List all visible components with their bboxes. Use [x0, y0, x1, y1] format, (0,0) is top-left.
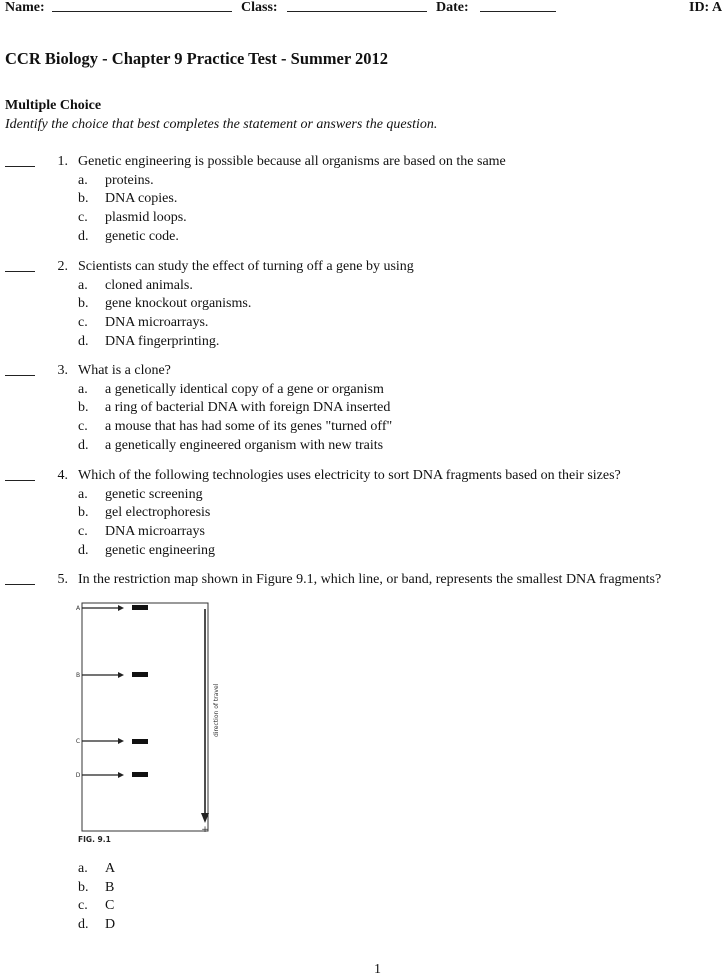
lane-label-c: C: [75, 738, 81, 745]
choice-c: [78, 897, 114, 916]
choice-letter: d.: [78, 542, 89, 558]
choice-letter: b.: [78, 879, 89, 895]
choice-text: DNA microarrays.: [105, 315, 209, 331]
choice-d: [78, 333, 219, 352]
choice-text: proteins.: [105, 172, 154, 188]
lane-c-arrowhead: [118, 738, 124, 744]
lane-b-arrowhead: [118, 672, 124, 678]
question-text: Genetic engineering is possible because all organisms are based on the same: [78, 154, 506, 169]
choice-b: [78, 879, 114, 898]
choice-letter: b.: [78, 296, 89, 312]
choice-text: gene knockout organisms.: [105, 296, 252, 312]
choice-letter: a.: [78, 486, 88, 502]
choice-letter: c.: [78, 524, 88, 540]
choice-c: [78, 209, 187, 228]
question-number: 3.: [57, 363, 68, 378]
choice-text: genetic code.: [105, 228, 179, 244]
choice-a: [78, 381, 384, 400]
choice-text: a mouse that has had some of its genes "turned off": [105, 419, 393, 435]
choice-letter: a.: [78, 277, 88, 293]
choice-b: [78, 190, 177, 209]
question-number: 2.: [57, 259, 68, 274]
choice-letter: c.: [78, 315, 88, 331]
choice-text: A: [105, 861, 116, 876]
answer-blank-5[interactable]: [5, 571, 35, 585]
section-instructions: Identify the choice that best completes the statement or answers the question.: [5, 117, 438, 132]
answer-blank-4[interactable]: [5, 467, 35, 481]
choice-text: gel electrophoresis: [105, 505, 211, 521]
choice-text: genetic screening: [105, 486, 203, 502]
choice-text: C: [105, 898, 115, 914]
answer-blank-2[interactable]: [5, 258, 35, 272]
choice-d: [78, 916, 115, 935]
band-a: [132, 605, 148, 610]
page-number: 1: [374, 962, 381, 977]
choice-letter: c.: [78, 210, 88, 226]
choice-letter: d.: [78, 437, 89, 453]
choice-text: a genetically identical copy of a gene or organism: [105, 381, 384, 397]
question-text: In the restriction map shown in Figure 9.1, which line, or band, represents the smallest DNA fragments?: [78, 572, 662, 587]
page-title: CCR Biology - Chapter 9 Practice Test - Summer 2012: [5, 49, 388, 68]
choice-b: [78, 504, 210, 523]
choice-text: DNA fingerprinting.: [105, 333, 220, 349]
question-number: 1.: [57, 154, 68, 169]
choice-text: B: [105, 879, 115, 895]
choice-c: [78, 418, 392, 437]
answer-blank-3[interactable]: [5, 362, 35, 376]
choice-letter: d.: [78, 228, 89, 244]
restriction-map-figure: [70, 597, 220, 857]
choice-letter: c.: [78, 419, 88, 435]
choice-text: genetic engineering: [105, 542, 216, 558]
choice-b: [78, 399, 390, 418]
choice-text: DNA copies.: [105, 191, 178, 207]
question-text: What is a clone?: [78, 363, 171, 378]
band-b: [132, 672, 148, 677]
date-label: Date:: [436, 0, 469, 15]
choice-text: a ring of bacterial DNA with foreign DNA inserted: [105, 400, 391, 416]
header-bar: [0, 0, 728, 18]
choice-letter: b.: [78, 505, 89, 521]
choice-a: [78, 860, 115, 879]
choice-letter: c.: [78, 898, 88, 914]
band-c: [132, 739, 148, 744]
choice-text: plasmid loops.: [105, 210, 187, 226]
minus-sign: –: [202, 598, 208, 608]
choice-letter: b.: [78, 400, 89, 416]
choice-c: [78, 314, 208, 333]
choice-letter: d.: [78, 333, 89, 349]
question-number: 4.: [57, 468, 68, 483]
choice-b: [78, 295, 251, 314]
band-d: [132, 772, 148, 777]
direction-label: direction of travel: [213, 683, 220, 737]
lane-label-a: A: [75, 605, 81, 612]
question-number: 5.: [57, 572, 68, 587]
choice-a: [78, 486, 203, 505]
choice-letter: a.: [78, 381, 88, 397]
plus-sign: +: [201, 825, 209, 835]
choice-text: DNA microarrays: [105, 524, 205, 540]
question-text: Scientists can study the effect of turning off a gene by using: [78, 259, 414, 274]
choice-d: [78, 228, 179, 247]
choice-letter: a.: [78, 172, 88, 188]
choice-letter: d.: [78, 917, 89, 933]
choice-d: [78, 542, 215, 561]
choice-text: D: [105, 917, 116, 933]
class-label: Class:: [241, 0, 278, 15]
lane-d-arrowhead: [118, 772, 124, 778]
choice-letter: b.: [78, 191, 89, 207]
name-label: Name:: [5, 0, 45, 15]
answer-blank-1[interactable]: [5, 153, 35, 167]
question-text: Which of the following technologies uses electricity to sort DNA fragments based on their sizes?: [78, 468, 621, 483]
choice-a: [78, 172, 154, 191]
id-label: ID: A: [689, 0, 723, 15]
lane-label-b: B: [75, 672, 81, 679]
choice-text: a genetically engineered organism with new traits: [105, 437, 384, 453]
section-heading: Multiple Choice: [5, 98, 102, 113]
figure-caption: FIG. 9.1: [78, 835, 111, 844]
lane-a-arrowhead: [118, 605, 124, 611]
choice-text: cloned animals.: [105, 277, 193, 293]
figure-frame: [82, 603, 208, 831]
lane-label-d: D: [75, 772, 81, 779]
choice-letter: a.: [78, 861, 88, 876]
choice-d: [78, 437, 383, 456]
choice-c: [78, 523, 205, 542]
choice-a: [78, 277, 193, 296]
